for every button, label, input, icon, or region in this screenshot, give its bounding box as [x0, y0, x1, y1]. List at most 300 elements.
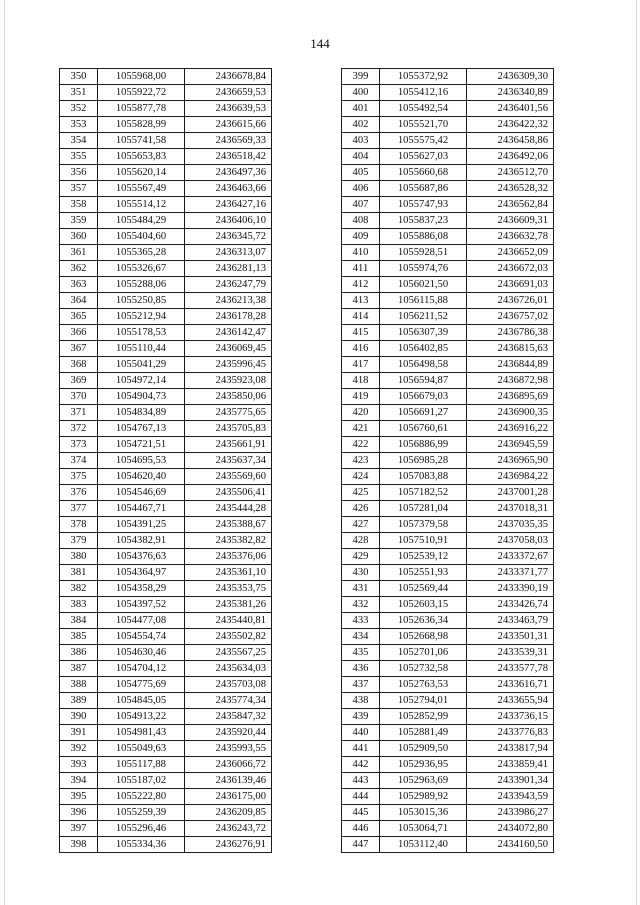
table-row — [60, 805, 272, 821]
y-coordinate-cell: 2436786,38 — [467, 325, 554, 341]
table-row — [60, 821, 272, 837]
x-coordinate-cell: 1054364,97 — [98, 565, 185, 581]
y-coordinate-cell: 2437018,31 — [467, 501, 554, 517]
point-number-cell: 370 — [60, 389, 98, 405]
point-number-cell: 423 — [342, 453, 380, 469]
table-row — [342, 117, 554, 133]
table-row — [60, 421, 272, 437]
point-number-cell: 421 — [342, 421, 380, 437]
table-row — [342, 821, 554, 837]
point-number-cell: 366 — [60, 325, 98, 341]
x-coordinate-cell: 1052551,93 — [380, 565, 467, 581]
point-number-cell: 431 — [342, 581, 380, 597]
y-coordinate-cell: 2436175,00 — [185, 789, 272, 805]
y-coordinate-cell: 2435569,60 — [185, 469, 272, 485]
point-number-cell: 377 — [60, 501, 98, 517]
y-coordinate-cell: 2433501,31 — [467, 629, 554, 645]
table-row — [60, 757, 272, 773]
x-coordinate-cell: 1052636,34 — [380, 613, 467, 629]
table-row — [60, 789, 272, 805]
table-row — [60, 197, 272, 213]
y-coordinate-cell: 2435993,55 — [185, 741, 272, 757]
x-coordinate-cell: 1054834,89 — [98, 405, 185, 421]
y-coordinate-cell: 2436247,79 — [185, 277, 272, 293]
point-number-cell: 413 — [342, 293, 380, 309]
point-number-cell: 428 — [342, 533, 380, 549]
y-coordinate-cell: 2433859,41 — [467, 757, 554, 773]
x-coordinate-cell: 1052794,01 — [380, 693, 467, 709]
point-number-cell: 434 — [342, 629, 380, 645]
table-row — [342, 389, 554, 405]
point-number-cell: 361 — [60, 245, 98, 261]
y-coordinate-cell: 2436142,47 — [185, 325, 272, 341]
x-coordinate-cell: 1052763,53 — [380, 677, 467, 693]
y-coordinate-cell: 2436406,10 — [185, 213, 272, 229]
point-number-cell: 420 — [342, 405, 380, 421]
table-row — [342, 805, 554, 821]
x-coordinate-cell: 1055877,78 — [98, 101, 185, 117]
y-coordinate-cell: 2437001,28 — [467, 485, 554, 501]
table-row — [60, 101, 272, 117]
point-number-cell: 378 — [60, 517, 98, 533]
table-row — [342, 789, 554, 805]
point-number-cell: 396 — [60, 805, 98, 821]
x-coordinate-cell: 1055928,51 — [380, 245, 467, 261]
y-coordinate-cell: 2435353,75 — [185, 581, 272, 597]
table-row — [342, 661, 554, 677]
point-number-cell: 400 — [342, 85, 380, 101]
y-coordinate-cell: 2435703,08 — [185, 677, 272, 693]
x-coordinate-cell: 1053064,71 — [380, 821, 467, 837]
x-coordinate-cell: 1053112,40 — [380, 837, 467, 853]
point-number-cell: 447 — [342, 837, 380, 853]
x-coordinate-cell: 1055627,03 — [380, 149, 467, 165]
y-coordinate-cell: 2436678,84 — [185, 69, 272, 85]
table-row — [60, 725, 272, 741]
x-coordinate-cell: 1055178,53 — [98, 325, 185, 341]
point-number-cell: 395 — [60, 789, 98, 805]
point-number-cell: 417 — [342, 357, 380, 373]
point-number-cell: 419 — [342, 389, 380, 405]
point-number-cell: 406 — [342, 181, 380, 197]
x-coordinate-cell: 1056402,85 — [380, 341, 467, 357]
table-row — [60, 181, 272, 197]
point-number-cell: 372 — [60, 421, 98, 437]
x-coordinate-cell: 1052909,50 — [380, 741, 467, 757]
y-coordinate-cell: 2433463,79 — [467, 613, 554, 629]
point-number-cell: 353 — [60, 117, 98, 133]
x-coordinate-cell: 1055567,49 — [98, 181, 185, 197]
x-coordinate-cell: 1057510,91 — [380, 533, 467, 549]
table-row — [60, 213, 272, 229]
point-number-cell: 379 — [60, 533, 98, 549]
y-coordinate-cell: 2436895,69 — [467, 389, 554, 405]
x-coordinate-cell: 1055334,36 — [98, 837, 185, 853]
point-number-cell: 388 — [60, 677, 98, 693]
table-row — [342, 437, 554, 453]
y-coordinate-cell: 2435661,91 — [185, 437, 272, 453]
y-coordinate-cell: 2435506,41 — [185, 485, 272, 501]
x-coordinate-cell: 1054845,05 — [98, 693, 185, 709]
y-coordinate-cell: 2436069,45 — [185, 341, 272, 357]
table-row — [342, 645, 554, 661]
table-row — [60, 469, 272, 485]
y-coordinate-cell: 2436659,53 — [185, 85, 272, 101]
point-number-cell: 351 — [60, 85, 98, 101]
table-row — [60, 693, 272, 709]
point-number-cell: 433 — [342, 613, 380, 629]
table-row — [342, 197, 554, 213]
x-coordinate-cell: 1054695,53 — [98, 453, 185, 469]
y-coordinate-cell: 2435847,32 — [185, 709, 272, 725]
x-coordinate-cell: 1055974,76 — [380, 261, 467, 277]
x-coordinate-cell: 1054972,14 — [98, 373, 185, 389]
point-number-cell: 357 — [60, 181, 98, 197]
table-row — [60, 677, 272, 693]
y-coordinate-cell: 2435775,65 — [185, 405, 272, 421]
x-coordinate-cell: 1055259,39 — [98, 805, 185, 821]
table-row — [342, 693, 554, 709]
y-coordinate-cell: 2435705,83 — [185, 421, 272, 437]
x-coordinate-cell: 1056679,03 — [380, 389, 467, 405]
x-coordinate-cell: 1052963,69 — [380, 773, 467, 789]
point-number-cell: 426 — [342, 501, 380, 517]
table-row — [342, 325, 554, 341]
x-coordinate-cell: 1055741,58 — [98, 133, 185, 149]
point-number-cell: 437 — [342, 677, 380, 693]
point-number-cell: 432 — [342, 597, 380, 613]
y-coordinate-cell: 2435388,67 — [185, 517, 272, 533]
point-number-cell: 389 — [60, 693, 98, 709]
table-row — [342, 501, 554, 517]
table-row — [342, 293, 554, 309]
point-number-cell: 415 — [342, 325, 380, 341]
x-coordinate-cell: 1056985,28 — [380, 453, 467, 469]
table-row — [342, 101, 554, 117]
y-coordinate-cell: 2433371,77 — [467, 565, 554, 581]
x-coordinate-cell: 1057379,58 — [380, 517, 467, 533]
x-coordinate-cell: 1055117,88 — [98, 757, 185, 773]
y-coordinate-cell: 2436139,46 — [185, 773, 272, 789]
x-coordinate-cell: 1054630,46 — [98, 645, 185, 661]
point-number-cell: 380 — [60, 549, 98, 565]
table-row — [342, 277, 554, 293]
table-row — [60, 453, 272, 469]
table-row — [60, 309, 272, 325]
x-coordinate-cell: 1054721,51 — [98, 437, 185, 453]
point-number-cell: 403 — [342, 133, 380, 149]
table-row — [60, 773, 272, 789]
point-number-cell: 409 — [342, 229, 380, 245]
x-coordinate-cell: 1056211,52 — [380, 309, 467, 325]
y-coordinate-cell: 2436632,78 — [467, 229, 554, 245]
table-row — [60, 133, 272, 149]
point-number-cell: 440 — [342, 725, 380, 741]
x-coordinate-cell: 1055922,72 — [98, 85, 185, 101]
y-coordinate-cell: 2436757,02 — [467, 309, 554, 325]
x-coordinate-cell: 1054704,12 — [98, 661, 185, 677]
point-number-cell: 412 — [342, 277, 380, 293]
x-coordinate-cell: 1055653,83 — [98, 149, 185, 165]
table-row — [60, 581, 272, 597]
point-number-cell: 371 — [60, 405, 98, 421]
x-coordinate-cell: 1056115,88 — [380, 293, 467, 309]
page-number: 144 — [310, 36, 330, 51]
y-coordinate-cell: 2436569,33 — [185, 133, 272, 149]
y-coordinate-cell: 2437035,35 — [467, 517, 554, 533]
table-row — [342, 373, 554, 389]
y-coordinate-cell: 2435376,06 — [185, 549, 272, 565]
table-row — [342, 469, 554, 485]
x-coordinate-cell: 1054775,69 — [98, 677, 185, 693]
y-coordinate-cell: 2436340,89 — [467, 85, 554, 101]
point-number-cell: 444 — [342, 789, 380, 805]
table-row — [60, 373, 272, 389]
table-row — [342, 549, 554, 565]
y-coordinate-cell: 2435774,34 — [185, 693, 272, 709]
table-row — [60, 645, 272, 661]
y-coordinate-cell: 2436815,63 — [467, 341, 554, 357]
x-coordinate-cell: 1054391,25 — [98, 517, 185, 533]
point-number-cell: 359 — [60, 213, 98, 229]
point-number-cell: 365 — [60, 309, 98, 325]
y-coordinate-cell: 2433539,31 — [467, 645, 554, 661]
x-coordinate-cell: 1055412,16 — [380, 85, 467, 101]
y-coordinate-cell: 2436178,28 — [185, 309, 272, 325]
x-coordinate-cell: 1054382,91 — [98, 533, 185, 549]
y-coordinate-cell: 2433943,59 — [467, 789, 554, 805]
y-coordinate-cell: 2436243,72 — [185, 821, 272, 837]
page-left-edge — [4, 0, 5, 905]
x-coordinate-cell: 1055365,28 — [98, 245, 185, 261]
x-coordinate-cell: 1055372,92 — [380, 69, 467, 85]
y-coordinate-cell: 2436427,16 — [185, 197, 272, 213]
y-coordinate-cell: 2436916,22 — [467, 421, 554, 437]
y-coordinate-cell: 2436672,03 — [467, 261, 554, 277]
point-number-cell: 443 — [342, 773, 380, 789]
table-row — [342, 181, 554, 197]
x-coordinate-cell: 1055660,68 — [380, 165, 467, 181]
point-number-cell: 399 — [342, 69, 380, 85]
x-coordinate-cell: 1054546,69 — [98, 485, 185, 501]
table-row — [342, 725, 554, 741]
table-row — [60, 277, 272, 293]
table-row — [342, 405, 554, 421]
table-row — [342, 229, 554, 245]
x-coordinate-cell: 1052701,06 — [380, 645, 467, 661]
table-row — [60, 325, 272, 341]
x-coordinate-cell: 1054904,73 — [98, 389, 185, 405]
point-number-cell: 387 — [60, 661, 98, 677]
point-number-cell: 360 — [60, 229, 98, 245]
x-coordinate-cell: 1055110,44 — [98, 341, 185, 357]
x-coordinate-cell: 1055837,23 — [380, 213, 467, 229]
y-coordinate-cell: 2435502,82 — [185, 629, 272, 645]
y-coordinate-cell: 2433776,83 — [467, 725, 554, 741]
table-row — [342, 837, 554, 853]
y-coordinate-cell: 2436492,06 — [467, 149, 554, 165]
table-row — [60, 437, 272, 453]
x-coordinate-cell: 1055222,80 — [98, 789, 185, 805]
x-coordinate-cell: 1056021,50 — [380, 277, 467, 293]
table-row — [60, 357, 272, 373]
point-number-cell: 367 — [60, 341, 98, 357]
x-coordinate-cell: 1054358,29 — [98, 581, 185, 597]
y-coordinate-cell: 2436276,91 — [185, 837, 272, 853]
table-row — [60, 261, 272, 277]
x-coordinate-cell: 1055326,67 — [98, 261, 185, 277]
y-coordinate-cell: 2433817,94 — [467, 741, 554, 757]
point-number-cell: 422 — [342, 437, 380, 453]
y-coordinate-cell: 2436844,89 — [467, 357, 554, 373]
point-number-cell: 411 — [342, 261, 380, 277]
table-row — [60, 533, 272, 549]
x-coordinate-cell: 1052852,99 — [380, 709, 467, 725]
table-row — [342, 613, 554, 629]
x-coordinate-cell: 1055212,94 — [98, 309, 185, 325]
point-number-cell: 398 — [60, 837, 98, 853]
table-row — [342, 309, 554, 325]
point-number-cell: 442 — [342, 757, 380, 773]
y-coordinate-cell: 2436401,56 — [467, 101, 554, 117]
y-coordinate-cell: 2436945,59 — [467, 437, 554, 453]
x-coordinate-cell: 1054467,71 — [98, 501, 185, 517]
x-coordinate-cell: 1055886,08 — [380, 229, 467, 245]
y-coordinate-cell: 2436213,38 — [185, 293, 272, 309]
point-number-cell: 401 — [342, 101, 380, 117]
x-coordinate-cell: 1056760,61 — [380, 421, 467, 437]
table-row — [60, 709, 272, 725]
table-row — [342, 357, 554, 373]
point-number-cell: 375 — [60, 469, 98, 485]
x-coordinate-cell: 1052732,58 — [380, 661, 467, 677]
table-row — [60, 597, 272, 613]
point-number-cell: 410 — [342, 245, 380, 261]
point-number-cell: 352 — [60, 101, 98, 117]
table-row — [342, 485, 554, 501]
table-row — [342, 165, 554, 181]
y-coordinate-cell: 2435923,08 — [185, 373, 272, 389]
y-coordinate-cell: 2436652,09 — [467, 245, 554, 261]
point-number-cell: 429 — [342, 549, 380, 565]
point-number-cell: 445 — [342, 805, 380, 821]
point-number-cell: 416 — [342, 341, 380, 357]
point-number-cell: 391 — [60, 725, 98, 741]
point-number-cell: 402 — [342, 117, 380, 133]
point-number-cell: 430 — [342, 565, 380, 581]
point-number-cell: 383 — [60, 597, 98, 613]
y-coordinate-cell: 2433390,19 — [467, 581, 554, 597]
point-number-cell: 376 — [60, 485, 98, 501]
y-coordinate-cell: 2433655,94 — [467, 693, 554, 709]
y-coordinate-cell: 2435440,81 — [185, 613, 272, 629]
point-number-cell: 404 — [342, 149, 380, 165]
table-row — [60, 837, 272, 853]
table-row — [342, 629, 554, 645]
point-number-cell: 436 — [342, 661, 380, 677]
y-coordinate-cell: 2436562,84 — [467, 197, 554, 213]
table-row — [60, 629, 272, 645]
table-row — [60, 165, 272, 181]
table-row — [342, 677, 554, 693]
point-number-cell: 397 — [60, 821, 98, 837]
x-coordinate-cell: 1055620,14 — [98, 165, 185, 181]
x-coordinate-cell: 1054397,52 — [98, 597, 185, 613]
y-coordinate-cell: 2433372,67 — [467, 549, 554, 565]
table-row — [342, 757, 554, 773]
point-number-cell: 438 — [342, 693, 380, 709]
x-coordinate-cell: 1052603,15 — [380, 597, 467, 613]
point-number-cell: 414 — [342, 309, 380, 325]
point-number-cell: 350 — [60, 69, 98, 85]
table-row — [342, 245, 554, 261]
x-coordinate-cell: 1055041,29 — [98, 357, 185, 373]
y-coordinate-cell: 2434072,80 — [467, 821, 554, 837]
y-coordinate-cell: 2436458,86 — [467, 133, 554, 149]
y-coordinate-cell: 2433616,71 — [467, 677, 554, 693]
x-coordinate-cell: 1055404,60 — [98, 229, 185, 245]
y-coordinate-cell: 2433986,27 — [467, 805, 554, 821]
x-coordinate-cell: 1056594,87 — [380, 373, 467, 389]
x-coordinate-cell: 1054376,63 — [98, 549, 185, 565]
y-coordinate-cell: 2436528,32 — [467, 181, 554, 197]
table-row — [342, 261, 554, 277]
x-coordinate-cell: 1054913,22 — [98, 709, 185, 725]
y-coordinate-cell: 2435567,25 — [185, 645, 272, 661]
y-coordinate-cell: 2435381,26 — [185, 597, 272, 613]
table-row — [342, 773, 554, 789]
table-row — [60, 69, 272, 85]
y-coordinate-cell: 2435634,03 — [185, 661, 272, 677]
table-row — [60, 389, 272, 405]
table-row — [342, 69, 554, 85]
table-row — [60, 501, 272, 517]
y-coordinate-cell: 2436984,22 — [467, 469, 554, 485]
point-number-cell: 384 — [60, 613, 98, 629]
y-coordinate-cell: 2436345,72 — [185, 229, 272, 245]
table-row — [342, 213, 554, 229]
y-coordinate-cell: 2436518,42 — [185, 149, 272, 165]
x-coordinate-cell: 1055250,85 — [98, 293, 185, 309]
point-number-cell: 408 — [342, 213, 380, 229]
point-number-cell: 405 — [342, 165, 380, 181]
point-number-cell: 369 — [60, 373, 98, 389]
table-row — [342, 597, 554, 613]
table-row — [60, 85, 272, 101]
x-coordinate-cell: 1057182,52 — [380, 485, 467, 501]
x-coordinate-cell: 1055747,93 — [380, 197, 467, 213]
y-coordinate-cell: 2436900,35 — [467, 405, 554, 421]
point-number-cell: 439 — [342, 709, 380, 725]
y-coordinate-cell: 2435996,45 — [185, 357, 272, 373]
y-coordinate-cell: 2436281,13 — [185, 261, 272, 277]
point-number-cell: 394 — [60, 773, 98, 789]
point-number-cell: 386 — [60, 645, 98, 661]
table-row — [60, 517, 272, 533]
page-right-edge — [636, 0, 637, 905]
point-number-cell: 356 — [60, 165, 98, 181]
x-coordinate-cell: 1055049,63 — [98, 741, 185, 757]
table-row — [60, 741, 272, 757]
y-coordinate-cell: 2437058,03 — [467, 533, 554, 549]
point-number-cell: 392 — [60, 741, 98, 757]
y-coordinate-cell: 2436965,90 — [467, 453, 554, 469]
table-row — [60, 565, 272, 581]
x-coordinate-cell: 1057083,88 — [380, 469, 467, 485]
x-coordinate-cell: 1054767,13 — [98, 421, 185, 437]
point-number-cell: 364 — [60, 293, 98, 309]
y-coordinate-cell: 2436066,72 — [185, 757, 272, 773]
